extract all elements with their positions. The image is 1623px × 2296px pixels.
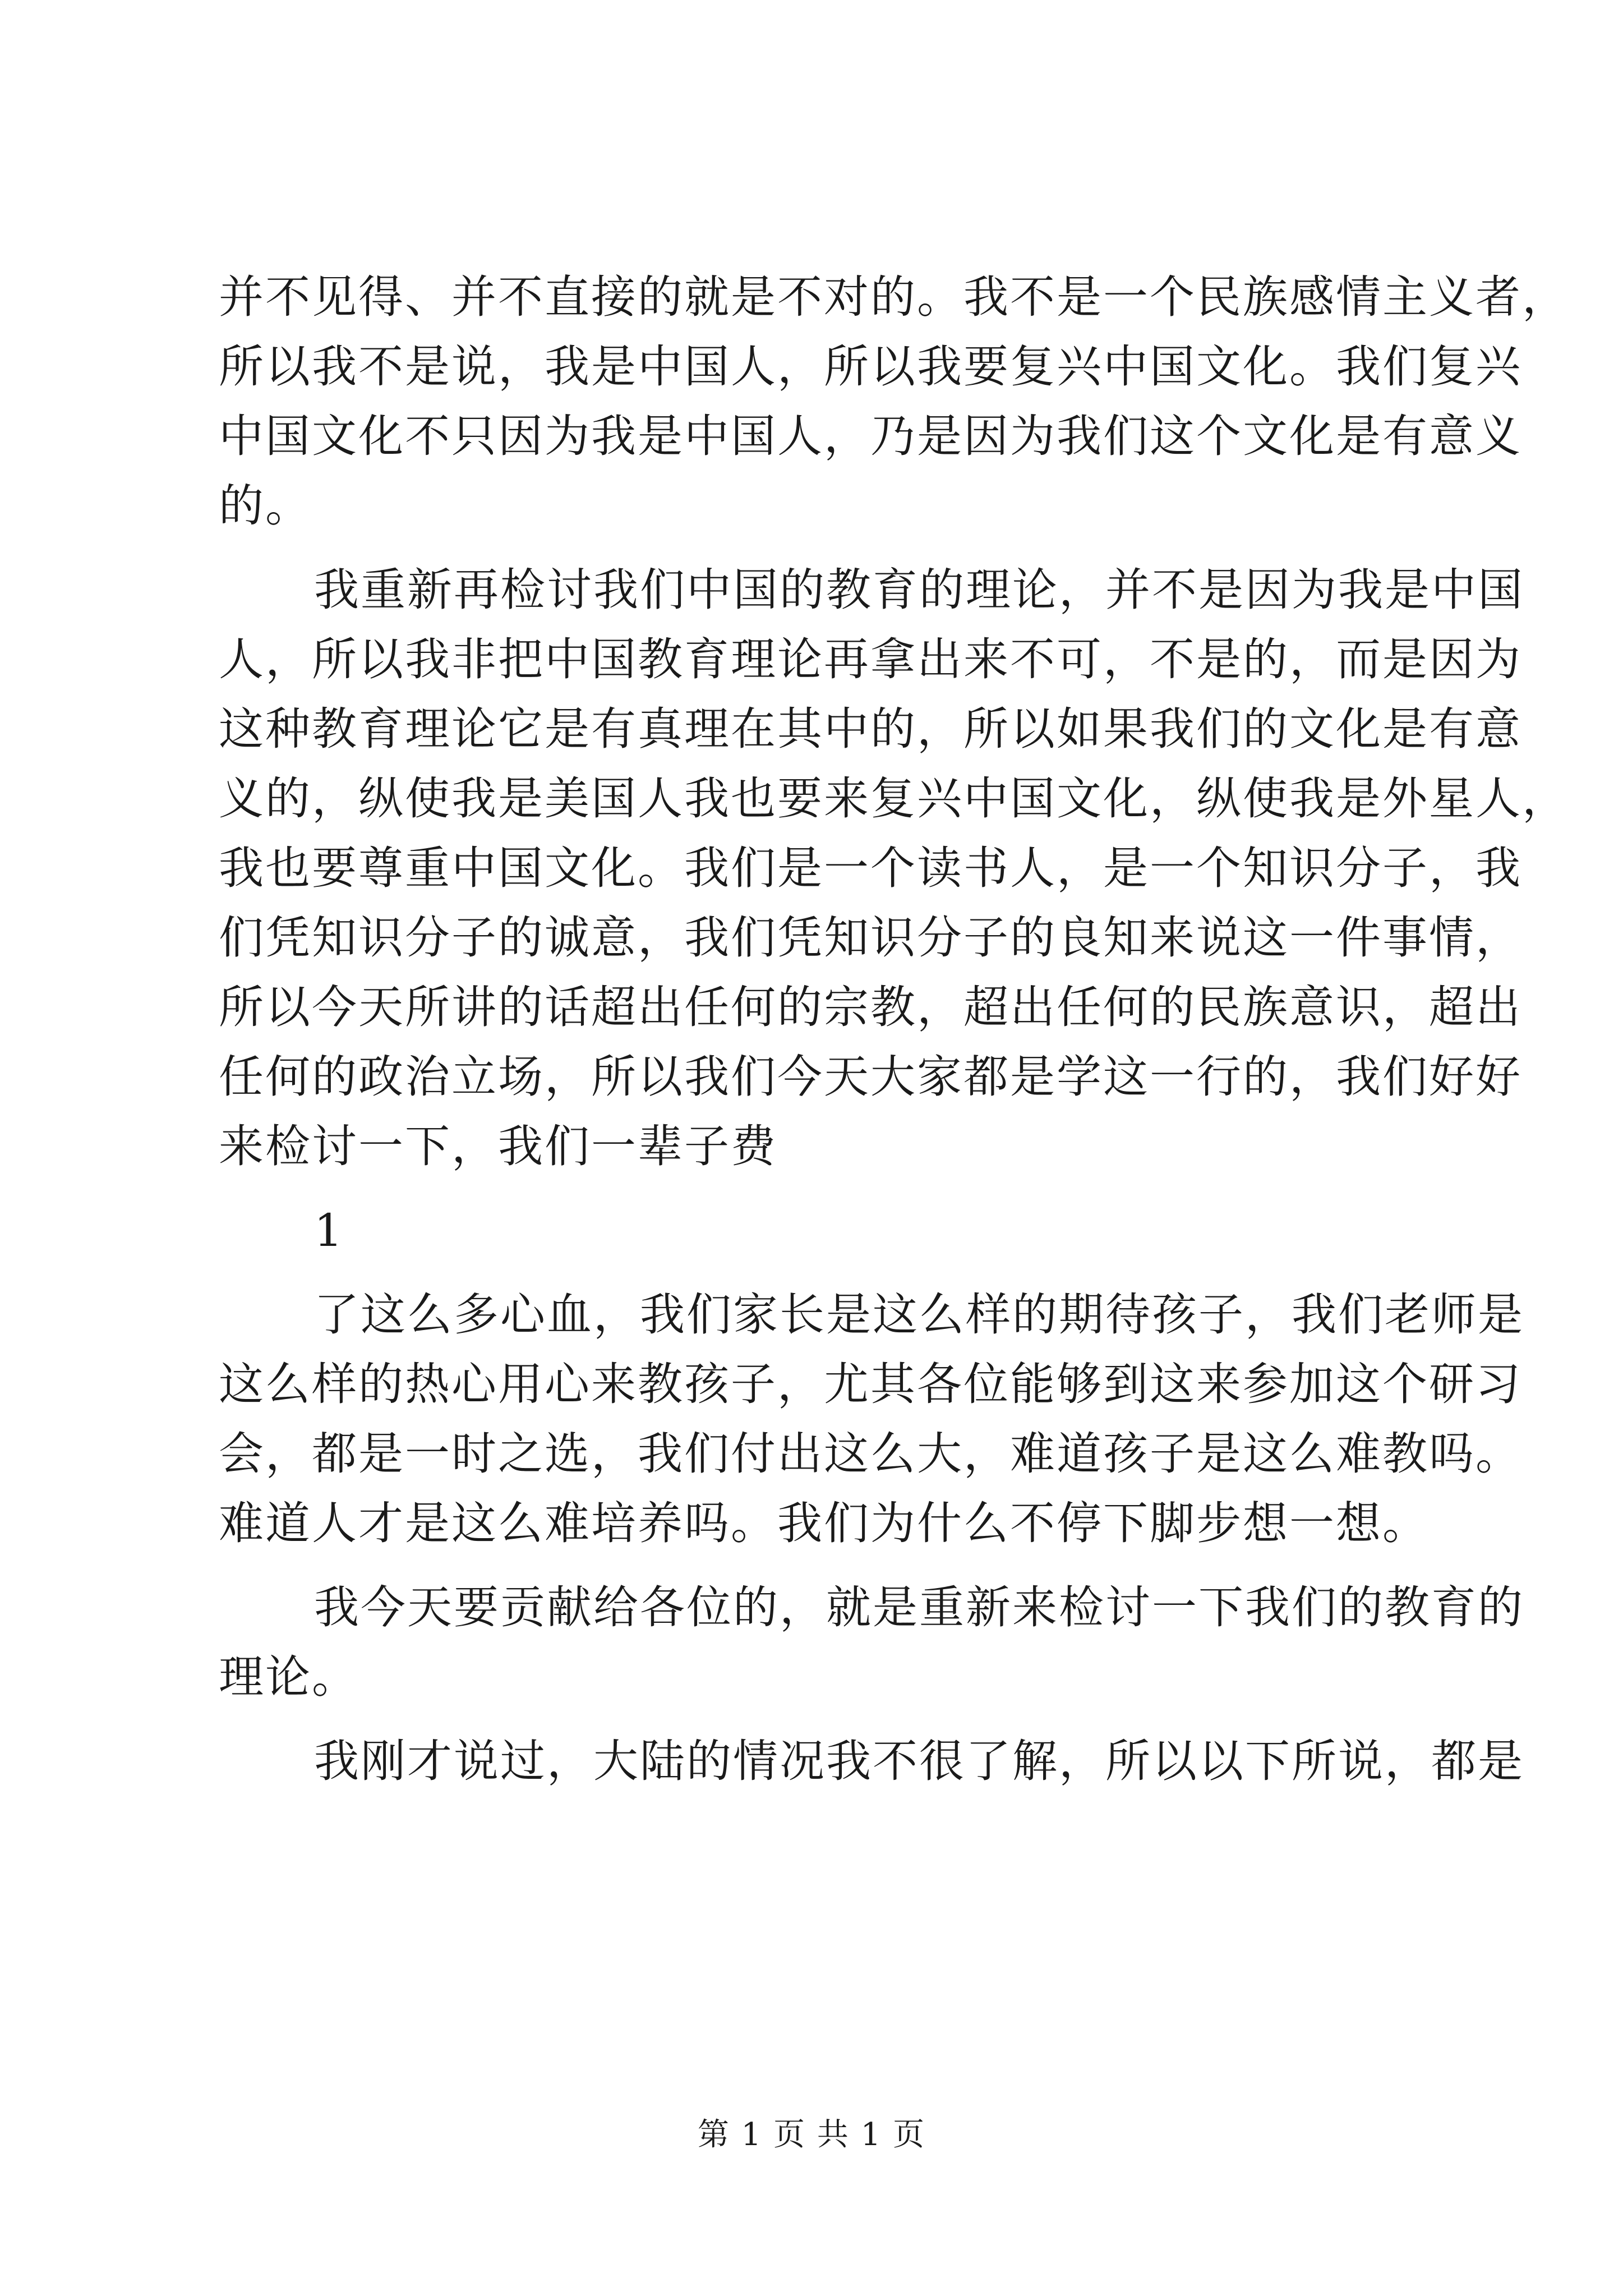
document-body: [219, 263, 1569, 1796]
paragraph-line: 并不见得、并不直接的就是不对的。我不是一个民族感情主义者，: [219, 271, 1569, 323]
paragraph-line: 我重新再检讨我们中国的教育的理论，并不是因为我是中国: [314, 564, 1524, 616]
paragraph-line: 的。: [219, 480, 312, 532]
paragraph-line: 这种教育理论它是有真理在其中的，所以如果我们的文化是有意: [219, 703, 1522, 755]
paragraph-line: 难道人才是这么难培养吗。我们为什么不停下脚步想一想。: [219, 1497, 1429, 1549]
paragraph-line: 会，都是一时之选，我们付出这么大，难道孩子是这么难教吗。: [219, 1428, 1522, 1480]
paragraph-line: 人，所以我非把中国教育理论再拿出来不可，不是的，而是因为: [219, 633, 1522, 685]
paragraph-spacing: [219, 541, 1441, 555]
paragraph-spacing: [219, 1558, 1441, 1573]
paragraph-line: 们凭知识分子的诚意，我们凭知识分子的良知来说这一件事情，: [219, 912, 1522, 964]
paragraph-line: 所以我不是说，我是中国人，所以我要复兴中国文化。我们复兴: [219, 341, 1522, 393]
paragraph-line: 我也要尊重中国文化。我们是一个读书人，是一个知识分子，我: [219, 842, 1522, 894]
inline-page-number: 1: [314, 1204, 344, 1257]
paragraph-line: 理论。: [219, 1651, 358, 1703]
page-footer: 第 1 页 共 1 页: [697, 2116, 926, 2153]
paragraph-line: 这么样的热心用心来教孩子，尤其各位能够到这来参加这个研习: [219, 1358, 1522, 1410]
paragraph-line: 所以今天所讲的话超出任何的宗教，超出任何的民族意识，超出: [219, 981, 1522, 1033]
paragraph-line: 任何的政治立场，所以我们今天大家都是学这一行的，我们好好: [219, 1051, 1522, 1103]
paragraph-spacing: [219, 1712, 1441, 1727]
paragraph-line: 我今天要贡献给各位的，就是重新来检讨一下我们的教育的: [314, 1581, 1524, 1634]
paragraph-spacing: [219, 1181, 1441, 1196]
paragraph-line: 了这么多心血，我们家长是这么样的期待孩子，我们老师是: [314, 1289, 1524, 1341]
paragraph-line: 义的，纵使我是美国人我也要来复兴中国文化，纵使我是外星人，: [219, 772, 1569, 825]
paragraph-line: 中国文化不只因为我是中国人，乃是因为我们这个文化是有意义: [219, 410, 1522, 462]
paragraph-line: 来检讨一下，我们一辈子费: [219, 1120, 777, 1172]
paragraph-line: 我刚才说过，大陆的情况我不很了解，所以以下所说，都是: [314, 1735, 1524, 1787]
paragraph-spacing: [219, 1266, 1441, 1280]
